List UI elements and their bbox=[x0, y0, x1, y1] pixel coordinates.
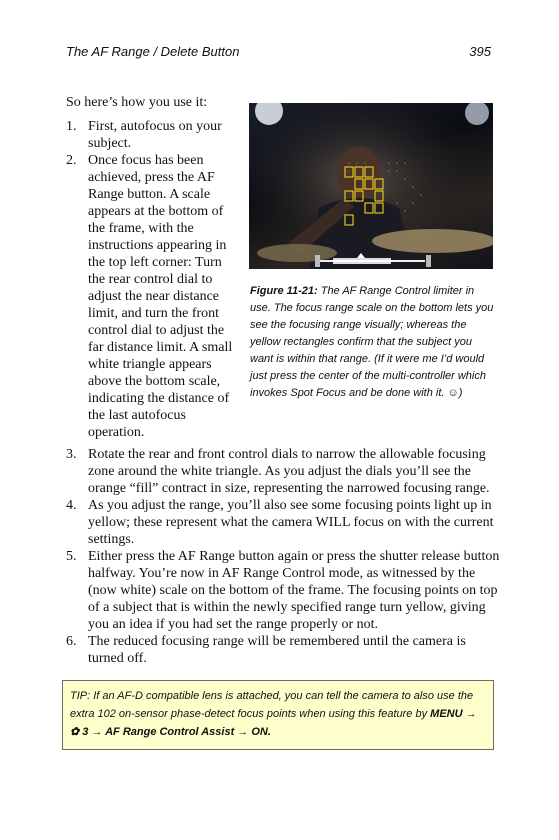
page-number: 395 bbox=[469, 44, 491, 59]
list-text: First, autofocus on your subject. bbox=[88, 119, 222, 151]
tip-menu-path: MENU → ✿ 3 → AF Range Control Assist → ON. bbox=[70, 708, 477, 738]
intro-text: So here’s how you use it: bbox=[66, 95, 208, 110]
list-number: 5. bbox=[66, 549, 77, 564]
list-number: 2. bbox=[66, 153, 77, 168]
list-item bbox=[66, 118, 236, 152]
figure-label: Figure 11-21: bbox=[250, 285, 318, 297]
list-item bbox=[66, 497, 502, 548]
tip-text: TIP: If an AF-D compatible lens is attached, you can tell the camera to also use the extra 102 on-sensor phase-detect focus points when using this feature by bbox=[70, 690, 474, 720]
running-header bbox=[66, 44, 491, 66]
section-title: The AF Range / Delete Button bbox=[66, 44, 240, 59]
steps-list-narrow bbox=[66, 118, 236, 441]
list-item bbox=[66, 152, 236, 441]
list-number: 6. bbox=[66, 634, 77, 649]
steps-list-wide bbox=[66, 446, 502, 667]
list-item bbox=[66, 446, 502, 497]
list-item bbox=[66, 633, 502, 667]
list-number: 4. bbox=[66, 498, 77, 513]
af-range-control-photo bbox=[249, 103, 493, 269]
figure-caption bbox=[250, 283, 498, 402]
photo-illustration bbox=[249, 103, 493, 269]
list-text: As you adjust the range, you’ll also see some focusing points light up in yellow; these represent what the camera WILL focus on with the current settings. bbox=[88, 498, 494, 547]
list-text: The reduced focusing range will be remembered until the camera is turned off. bbox=[88, 634, 466, 666]
list-item bbox=[66, 548, 502, 633]
list-number: 1. bbox=[66, 119, 77, 134]
tip-box bbox=[62, 680, 494, 750]
list-text: Either press the AF Range button again or press the shutter release button halfway. You’re now in AF Range Control mode, as witnessed by the (now white) scale on the bottom of the frame. The focusing points on top of a subject that is within the newly specified range turn yellow, giving you an idea if you had set the range properly or not. bbox=[88, 549, 500, 632]
figure-caption-text: The AF Range Control limiter in use. The focus range scale on the bottom lets you see the focusing range visually; whereas the yellow rectangles confirm that the subject you want is within that range. (If it were me I’d would just press the center of the multi-controller which invokes Spot Focus and be done with it. ☺) bbox=[250, 285, 494, 399]
list-number: 3. bbox=[66, 447, 77, 462]
list-text: Rotate the rear and front control dials to narrow the allowable focusing zone around the white triangle. As you adjust the dials you’ll see the orange “fill” contract in size, representing the narrowed focusing range. bbox=[88, 447, 490, 496]
list-text: Once focus has been achieved, press the AF Range button. A scale appears at the bottom of the frame, with the instructions appearing in the top left corner: Turn the rear control dial to adjust the near distance limit, and turn the front control dial to adjust the far distance limit. A small white triangle appears above the bottom scale, indicating the distance of the last autofocus operation. bbox=[88, 153, 233, 440]
